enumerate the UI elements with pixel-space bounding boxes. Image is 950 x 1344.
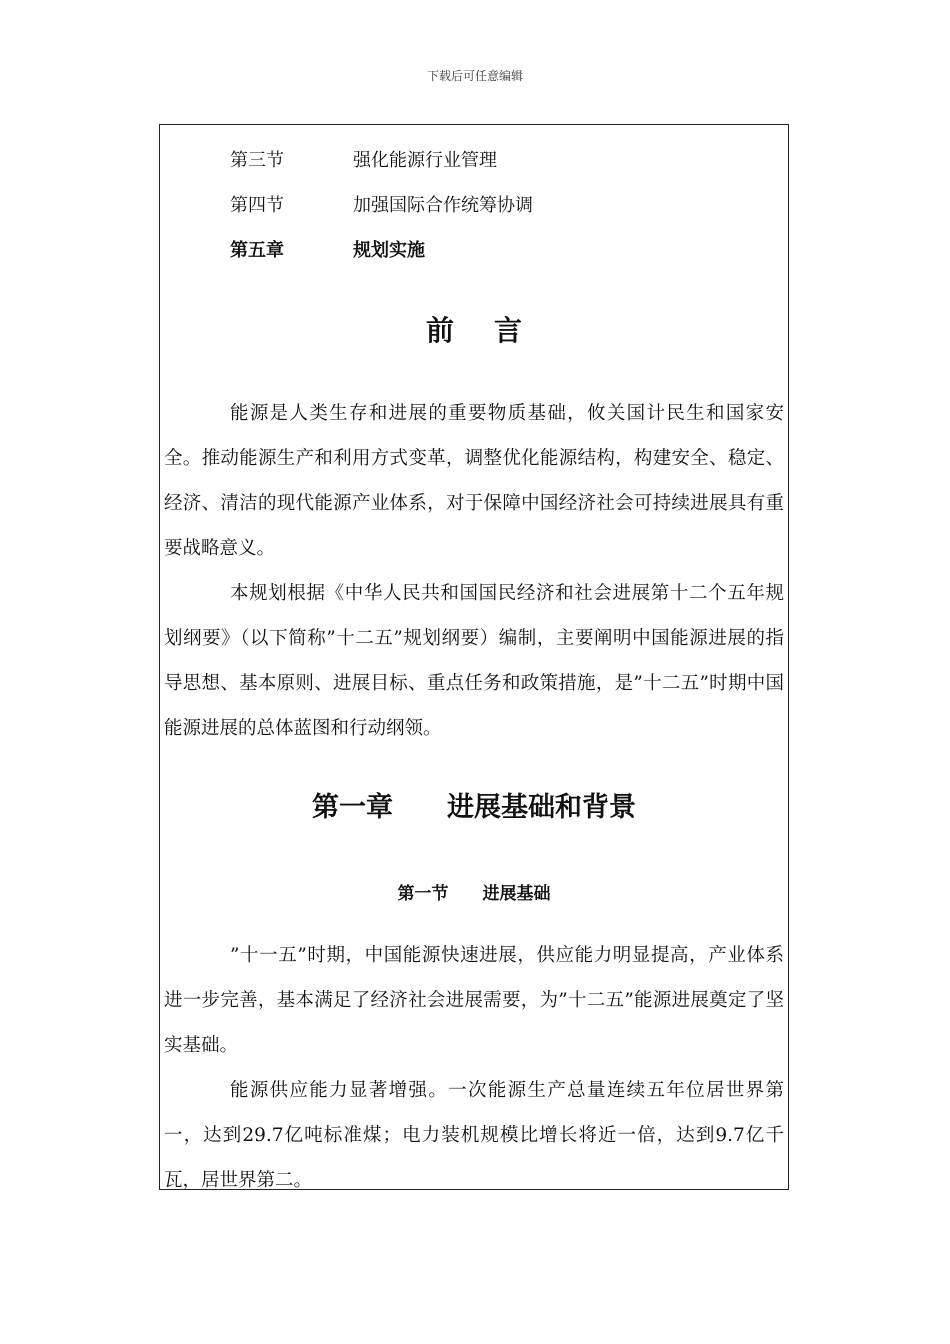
page-header-note: 下载后可任意编辑 <box>426 69 523 83</box>
preface-paragraph: 能源是人类生存和进展的重要物质基础，攸关国计民生和国家安全。推动能源生产和利用方式变革，调整优化能源结构，构建安全、稳定、经济、清洁的现代能源产业体系，对于保障中国经济社会可持续进展具有重要战略意义。 <box>164 403 784 559</box>
toc-entry-title: 规划实施 <box>353 240 425 261</box>
toc-entry-number: 第五章 <box>230 240 284 261</box>
chapter-heading: 第一章 进展基础和背景 <box>312 792 636 823</box>
section-heading: 第一节 进展基础 <box>397 884 551 904</box>
toc-entry-number: 第三节 <box>230 150 284 171</box>
toc-entry-title: 强化能源行业管理 <box>353 150 497 171</box>
document-frame <box>159 124 789 1190</box>
toc-entry-title: 加强国际合作统筹协调 <box>353 195 533 216</box>
toc-entry-number: 第四节 <box>230 195 284 216</box>
preface-heading: 前言 <box>425 314 562 347</box>
chapter-paragraph: ”十一五”时期，中国能源快速进展，供应能力明显提高，产业体系进一步完善，基本满足了经济社会进展需要，为”十二五”能源进展奠定了坚实基础。 <box>164 945 784 1056</box>
chapter-paragraph: 能源供应能力显著增强。一次能源生产总量连续五年位居世界第一，达到29.7亿吨标准煤；电力装机规模比增长将近一倍，达到9.7亿千瓦，居世界第二。 <box>164 1080 784 1190</box>
preface-paragraph: 本规划根据《中华人民共和国国民经济和社会进展第十二个五年规划纲要》（以下简称”十二五”规划纲要）编制，主要阐明中国能源进展的指导思想、基本原则、进展目标、重点任务和政策措施，是”十二五”时期中国能源进展的总体蓝图和行动纲领。 <box>164 583 784 739</box>
